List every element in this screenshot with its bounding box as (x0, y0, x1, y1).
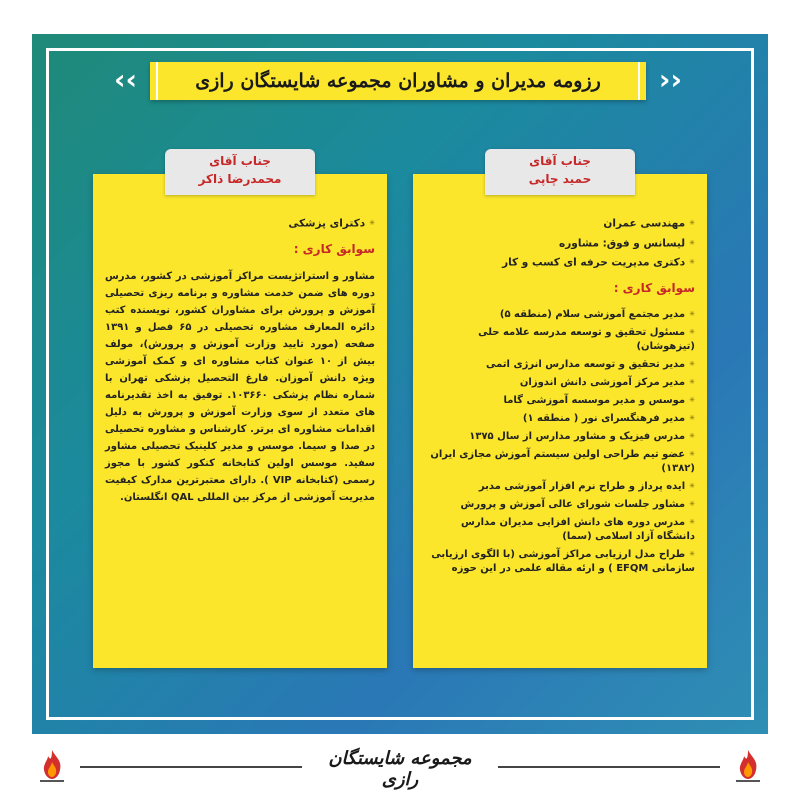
experience-item: ✳ مدرس فیزیک و مشاور مدارس از سال ۱۳۷۵ (425, 429, 695, 444)
chevron-left-icon: ‹‹ (114, 63, 138, 96)
experience-item: ✳ مدرس دوره های دانش افزایی مدیران مدارس دانشگاه آزاد اسلامی (سما) (425, 515, 695, 544)
experience-paragraph: مشاور و استراتژیست مراکز آموزشی در کشور، مدرس دوره های ضمن خدمت مشاوره و برنامه ریزی تحصیلی آموزش و پرورش برای مشاوران کشور، نویسنده کتب دائره المعارف مشاوره تحصیلی در ۶۵ فصل و ۱۳۹۱ صفحه (مورد تایید وزارت آموزش و پرورش)، مولف بیش از ۱۰ عنوان کتاب مشاوره ای و کمک آموزشی ویژه دانش آموزان. فارغ التحصیل پزشکی تهران با شماره نظام پزشکی ۱۰۳۶۶۰. توفیق به اخذ تقدیرنامه های متعدد از سوی وزارت آموزش و پرورش به دلیل اقدامات مشاوره ای برتر. کارشناس و مشاوره تحصیلی در صدا و سیما. موسس و مدیر کلینیک تحصیلی مشاور سفید. موسس اولین کتابخانه کنکور کشور با مجوز رسمی (کتابخانه VIP ). دارای معتبرترین مدارک کیفیت مدیریت آموزشی از مرکز بین المللی QAL انگلستان. (105, 270, 375, 503)
divider (638, 62, 640, 100)
brand-name: مجموعه شایستگان رازی (328, 748, 472, 790)
section-label: سوابق کاری : (613, 280, 695, 295)
footer (0, 738, 800, 800)
profile-card-chapi (413, 154, 707, 668)
name-tag (485, 149, 635, 195)
experience-item: ✳ مشاور جلسات شورای عالی آموزش و پرورش (425, 497, 695, 512)
flame-logo-icon (32, 746, 72, 786)
divider-line (498, 766, 720, 768)
card-content (425, 216, 695, 579)
profile-card-zaker (93, 154, 387, 668)
divider-line (80, 766, 302, 768)
honorific: جناب آقای (209, 154, 271, 168)
experience-item: ✳ مسئول تحقیق و توسعه مدرسه علامه حلی (تیزهوشان) (425, 325, 695, 354)
honorific: جناب آقای (529, 154, 591, 168)
experience-item: ✳ مدیر مرکز آموزشی دانش اندوزان (425, 375, 695, 390)
experience-item: ✳ مدیر تحقیق و توسعه مدارس انرژی اتمی (425, 357, 695, 372)
section-label: سوابق کاری : (293, 241, 375, 256)
name-tag (165, 149, 315, 195)
person-name: محمدرضا ذاکر (198, 172, 282, 186)
page-title: رزومه مدیران و مشاوران مجموعه شایستگان رازی (195, 70, 601, 92)
title-banner (114, 62, 682, 100)
experience-item: ✳ موسس و مدیر موسسه آموزشی گاما (425, 393, 695, 408)
flame-logo-icon (728, 746, 768, 786)
education-item: ✳ دکترای پزشکی (105, 216, 375, 232)
education-item: ✳ دکتری مدیریت حرفه ای کسب و کار (425, 255, 695, 271)
experience-item: ✳ مدیر فرهنگسرای نور ( منطقه ۱) (425, 411, 695, 426)
card-content (105, 216, 375, 506)
divider (156, 62, 158, 100)
education-item: ✳ مهندسی عمران (425, 216, 695, 232)
experience-item: ✳ طراح مدل ارزیابی مراکز آموزشی (با الگوی ارزیابی سازمانی EFQM ) و ارئه مقاله علمی در این حوزه (425, 547, 695, 576)
experience-item: ✳ ایده پرداز و طراح نرم افزار آموزشی مدبر (425, 479, 695, 494)
person-name: حمید چاپی (528, 172, 592, 186)
chevron-right-icon: ›› (658, 63, 682, 96)
experience-item: ✳ مدیر مجتمع آموزشی سلام (منطقه ۵) (425, 307, 695, 322)
experience-item: ✳ عضو تیم طراحی اولین سیستم آموزش مجازی ایران (۱۳۸۲) (425, 447, 695, 476)
education-item: ✳ لیسانس و فوق: مشاوره (425, 236, 695, 252)
